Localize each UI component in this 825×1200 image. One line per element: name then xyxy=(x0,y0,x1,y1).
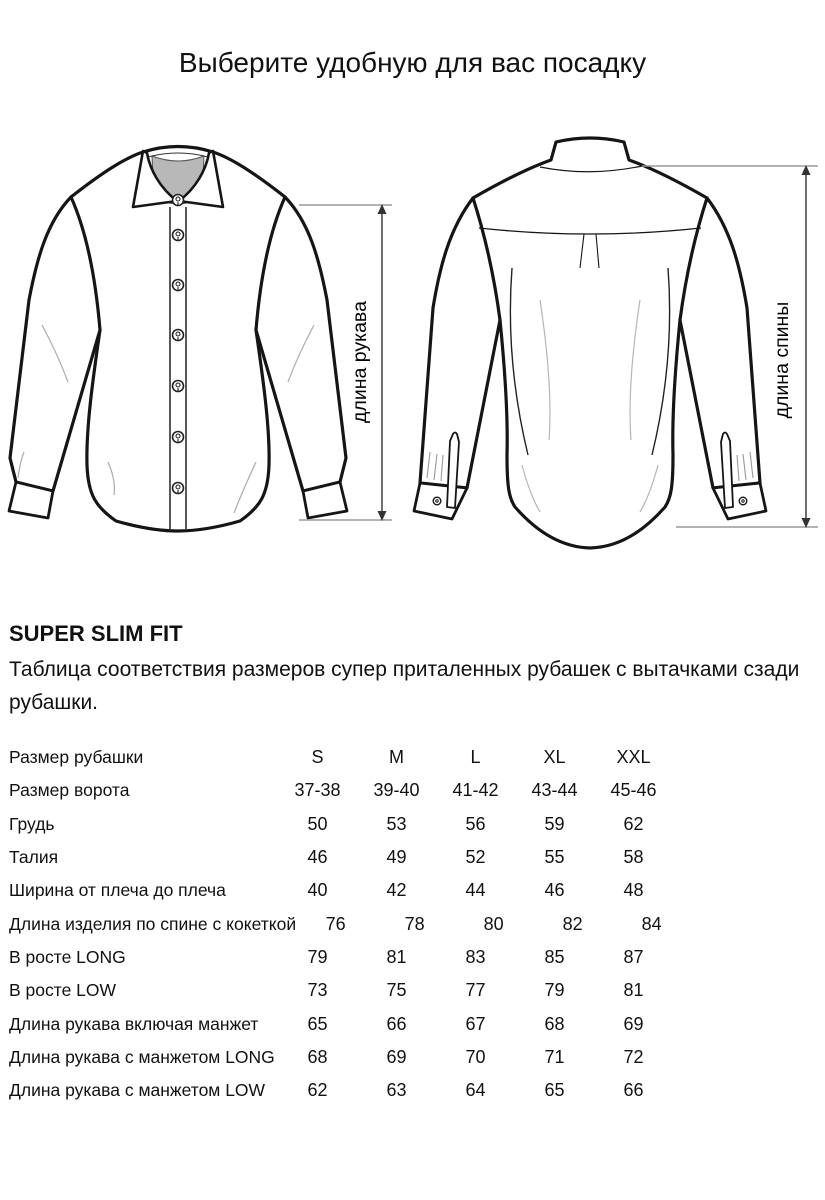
button-icon xyxy=(173,195,184,207)
cell-value: 52 xyxy=(465,847,486,868)
row-label: В росте LONG xyxy=(9,946,126,967)
cell-value: 72 xyxy=(623,1046,644,1067)
button-icon xyxy=(173,330,184,342)
cell-value: 87 xyxy=(623,946,644,967)
cell-value: 77 xyxy=(465,980,486,1001)
cell-value: M xyxy=(389,747,404,768)
cell-value: 76 xyxy=(325,913,346,934)
cell-value: 69 xyxy=(623,1013,644,1034)
row-label: Длина рукава включая манжет xyxy=(9,1013,259,1034)
cell-value: 80 xyxy=(483,913,504,934)
cell-value: 79 xyxy=(544,980,565,1001)
section-description: Таблица соответствия размеров супер приталенных рубашек с вытачками сзади рубашки. xyxy=(9,658,800,714)
button-icon xyxy=(173,280,184,292)
row-label: Длина рукава с манжетом LOW xyxy=(9,1080,266,1101)
cell-value: 66 xyxy=(386,1013,407,1034)
cell-value: 69 xyxy=(386,1046,407,1067)
cell-value: 43-44 xyxy=(531,780,578,801)
row-label: Длина изделия по спине с кокеткой xyxy=(9,913,297,934)
cell-value: 62 xyxy=(307,1080,328,1101)
cell-value: 84 xyxy=(641,913,662,934)
row-label: Талия xyxy=(9,847,59,868)
cell-value: 53 xyxy=(386,813,407,834)
table-row xyxy=(0,907,700,940)
cell-value: 55 xyxy=(544,847,565,868)
cell-value: 49 xyxy=(386,847,407,868)
row-label: В росте LOW xyxy=(9,980,117,1001)
cell-value: 64 xyxy=(465,1080,486,1101)
cell-value: 81 xyxy=(386,946,407,967)
page-title: Выберите удобную для вас посадку xyxy=(178,47,647,78)
row-label: Грудь xyxy=(9,813,55,834)
row-label: Размер рубашки xyxy=(9,747,144,768)
shirt-measurement-diagram xyxy=(0,115,825,575)
cell-value: L xyxy=(470,747,481,768)
cell-value: 75 xyxy=(386,980,407,1001)
cell-value: XXL xyxy=(616,747,651,768)
button-icon xyxy=(739,497,747,505)
cell-value: 79 xyxy=(307,946,328,967)
cell-value: 45-46 xyxy=(610,780,657,801)
cell-value: 73 xyxy=(307,980,328,1001)
cell-value: 37-38 xyxy=(294,780,341,801)
table-row xyxy=(0,874,700,907)
section-heading: SUPER SLIM FIT xyxy=(9,621,183,646)
cell-value: 59 xyxy=(544,813,565,834)
cell-value: 39-40 xyxy=(373,780,420,801)
row-label: Длина рукава с манжетом LONG xyxy=(9,1046,275,1067)
cell-value: 56 xyxy=(465,813,486,834)
cell-value: S xyxy=(311,747,324,768)
cell-value: 71 xyxy=(544,1046,565,1067)
table-row xyxy=(0,1041,700,1074)
cell-value: 44 xyxy=(465,880,486,901)
table-row xyxy=(0,741,700,774)
row-label: Размер ворота xyxy=(9,780,130,801)
cell-value: 82 xyxy=(562,913,583,934)
cell-value: 46 xyxy=(544,880,565,901)
cell-value: 85 xyxy=(544,946,565,967)
table-row xyxy=(0,808,700,841)
cell-value: 65 xyxy=(307,1013,328,1034)
cell-value: 42 xyxy=(386,880,407,901)
cell-value: 66 xyxy=(623,1080,644,1101)
cell-value: 78 xyxy=(404,913,425,934)
cell-value: 83 xyxy=(465,946,486,967)
cell-value: 70 xyxy=(465,1046,486,1067)
cell-value: 62 xyxy=(623,813,644,834)
table-row xyxy=(0,974,700,1007)
cell-value: 48 xyxy=(623,880,644,901)
cell-value: 67 xyxy=(465,1013,486,1034)
cell-value: 41-42 xyxy=(452,780,499,801)
table-row xyxy=(0,841,700,874)
cell-value: 46 xyxy=(307,847,328,868)
back-length-label: длина спины xyxy=(771,301,793,419)
table-row xyxy=(0,1007,700,1040)
button-icon xyxy=(433,497,441,505)
cell-value: 63 xyxy=(386,1080,407,1101)
cell-value: 65 xyxy=(544,1080,565,1101)
sleeve-length-label: длина рукава xyxy=(349,301,371,423)
cell-value: 50 xyxy=(307,813,328,834)
back-shirt-drawing xyxy=(414,138,766,548)
button-icon xyxy=(173,381,184,393)
table-row xyxy=(0,941,700,974)
cell-value: 81 xyxy=(623,980,644,1001)
button-icon xyxy=(173,483,184,495)
cell-value: XL xyxy=(543,747,566,768)
cell-value: 68 xyxy=(544,1013,565,1034)
row-label: Ширина от плеча до плеча xyxy=(9,880,226,901)
button-icon xyxy=(173,432,184,444)
cell-value: 40 xyxy=(307,880,328,901)
table-row xyxy=(0,774,700,807)
size-table xyxy=(0,741,700,1107)
back-body xyxy=(473,138,707,548)
table-row xyxy=(0,1074,700,1107)
button-icon xyxy=(173,230,184,242)
cell-value: 68 xyxy=(307,1046,328,1067)
cell-value: 58 xyxy=(623,847,644,868)
